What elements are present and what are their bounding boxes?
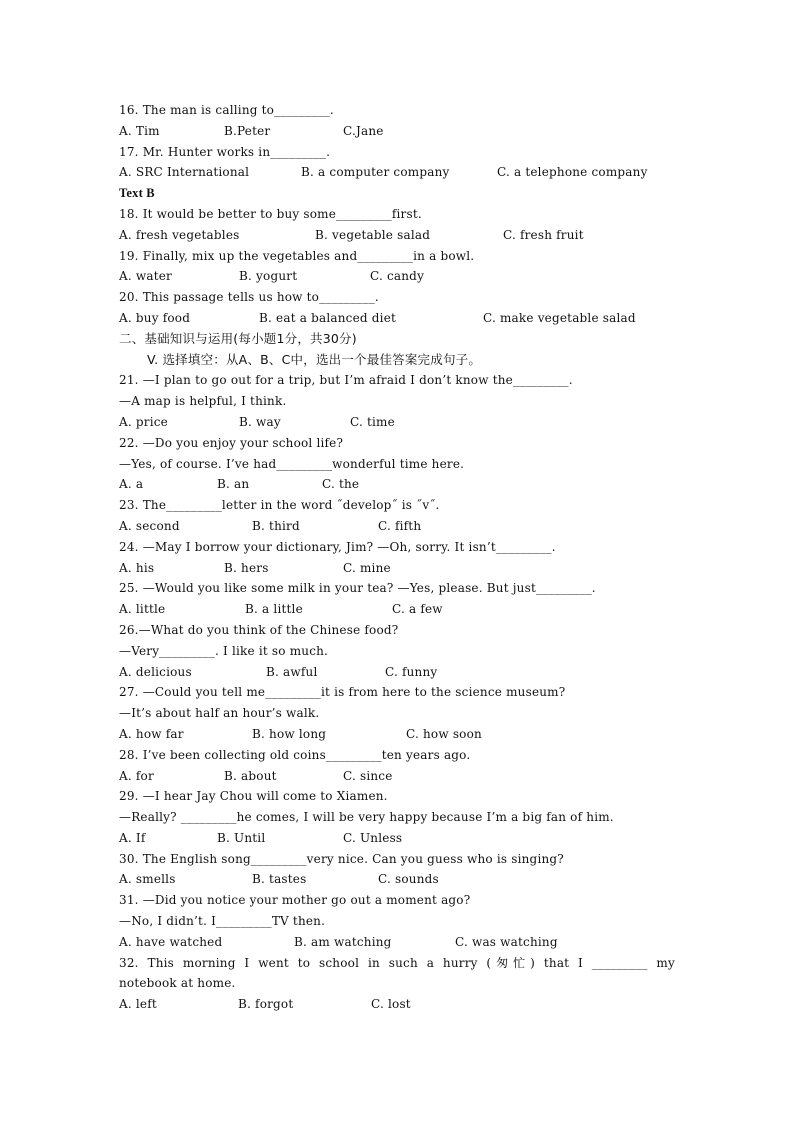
option-b: B. a little: [245, 602, 303, 617]
question-line: 16. The man is calling to_________.: [119, 103, 334, 117]
option-a: A. If: [119, 830, 146, 845]
option-b: B. forgot: [238, 997, 294, 1012]
question-line: —No, I didn’t. I_________TV then.: [119, 914, 326, 929]
option-b: B. an: [217, 477, 250, 492]
option-a: A. second: [119, 518, 180, 533]
option-a: A. fresh vegetables: [119, 227, 240, 242]
answer-options: [119, 308, 719, 329]
option-c: C. make vegetable salad: [483, 310, 636, 325]
answer-options: [119, 474, 719, 495]
option-b: B. yogurt: [239, 269, 298, 284]
option-c: C. candy: [370, 269, 425, 284]
question-line: 28. I’ve been collecting old coins_________ten years ago.: [119, 747, 471, 762]
option-a: A. water: [119, 269, 172, 284]
question-line: notebook at home.: [119, 976, 236, 991]
option-c: C. a few: [392, 602, 443, 617]
question-line: Text B: [119, 186, 155, 201]
answer-options: [119, 121, 719, 142]
question-line: 30. The English song_________very nice. Can you guess who is singing?: [119, 851, 564, 866]
option-c: C. lost: [371, 997, 411, 1012]
question-line: 18. It would be better to buy some_________first.: [119, 206, 422, 221]
option-c: C.Jane: [343, 123, 384, 138]
option-c: C. fresh fruit: [503, 227, 584, 242]
option-a: A. SRC International: [119, 165, 250, 180]
question-line: 26.—What do you think of the Chinese food?: [119, 622, 399, 637]
option-a: A. delicious: [119, 664, 192, 679]
question-line: 19. Finally, mix up the vegetables and_________in a bowl.: [119, 248, 475, 263]
answer-options: [119, 932, 719, 953]
option-c: C. was watching: [455, 934, 558, 949]
option-c: C. Unless: [343, 830, 403, 845]
question-line: —Very_________. I like it so much.: [119, 643, 329, 658]
answer-options: [119, 558, 719, 579]
answer-options: [119, 162, 719, 183]
question-line: 27. —Could you tell me_________it is from here to the science museum?: [119, 685, 566, 700]
option-b: B. Until: [217, 830, 266, 845]
question-line: 24. —May I borrow your dictionary, Jim? —Oh, sorry. It isn’t_________.: [119, 539, 556, 554]
option-b: B.Peter: [224, 123, 271, 138]
option-a: A. left: [119, 997, 157, 1012]
answer-options: [119, 516, 719, 537]
option-b: B. a computer company: [301, 165, 450, 180]
answer-options: [119, 994, 719, 1015]
option-b: B. hers: [224, 560, 269, 575]
answer-options: [119, 869, 719, 890]
option-b: B. about: [224, 768, 277, 783]
option-b: B. eat a balanced diet: [259, 310, 397, 325]
question-line: —It’s about half an hour’s walk.: [119, 706, 320, 721]
answer-options: [119, 225, 719, 246]
option-b: B. way: [239, 414, 281, 429]
option-b: B. vegetable salad: [315, 227, 431, 242]
exam-page: [119, 100, 719, 1015]
option-a: A. how far: [119, 726, 184, 741]
option-a: A. for: [119, 768, 154, 783]
option-b: B. am watching: [294, 934, 392, 949]
question-line: —Really? _________he comes, I will be very happy because I’m a big fan of him.: [119, 810, 614, 825]
option-b: B. tastes: [252, 872, 307, 887]
option-a: A. price: [119, 414, 168, 429]
answer-options: [119, 412, 719, 433]
section-heading: 二、基础知识与运用(每小题1分，共30分): [119, 330, 357, 346]
question-line: 29. —I hear Jay Chou will come to Xiamen.: [119, 789, 388, 804]
option-a: A. a: [119, 477, 144, 492]
answer-options: [119, 599, 719, 620]
option-a: A. have watched: [119, 934, 223, 949]
question-line: 32. This morning I went to school in such a hurry (匆忙) that I _________ my: [119, 955, 675, 970]
option-c: C. a telephone company: [497, 165, 648, 180]
section-heading: V. 选择填空：从A、B、C中，选出一个最佳答案完成句子。: [147, 351, 482, 367]
answer-options: [119, 266, 719, 287]
answer-options: [119, 766, 719, 787]
question-line: —Yes, of course. I’ve had_________wonderful time here.: [119, 456, 465, 471]
option-b: B. awful: [266, 664, 318, 679]
question-line: 21. —I plan to go out for a trip, but I’m afraid I don’t know the_________.: [119, 373, 573, 388]
option-c: C. sounds: [378, 872, 439, 887]
question-line: —A map is helpful, I think.: [119, 394, 287, 409]
question-line: 23. The_________letter in the word ˝develop˝ is ˝v˝.: [119, 498, 440, 513]
question-line: 20. This passage tells us how to_________.: [119, 290, 379, 305]
option-b: B. how long: [252, 726, 327, 741]
option-a: A. smells: [119, 872, 176, 887]
answer-options: [119, 662, 719, 683]
question-line: 17. Mr. Hunter works in_________.: [119, 144, 331, 159]
option-a: A. Tim: [119, 123, 160, 138]
option-a: A. little: [119, 602, 166, 617]
answer-options: [119, 724, 719, 745]
option-a: A. his: [119, 560, 155, 575]
option-a: A. buy food: [119, 310, 191, 325]
option-c: C. time: [350, 414, 395, 429]
question-line: 31. —Did you notice your mother go out a moment ago?: [119, 893, 471, 908]
answer-options: [119, 828, 719, 849]
option-c: C. fifth: [378, 518, 422, 533]
option-c: C. mine: [343, 560, 391, 575]
option-c: C. since: [343, 768, 393, 783]
question-line: 22. —Do you enjoy your school life?: [119, 435, 344, 450]
question-line: 25. —Would you like some milk in your tea? —Yes, please. But just_________.: [119, 581, 596, 596]
option-c: C. funny: [385, 664, 438, 679]
option-c: C. how soon: [406, 726, 482, 741]
option-b: B. third: [252, 518, 300, 533]
option-c: C. the: [322, 477, 360, 492]
